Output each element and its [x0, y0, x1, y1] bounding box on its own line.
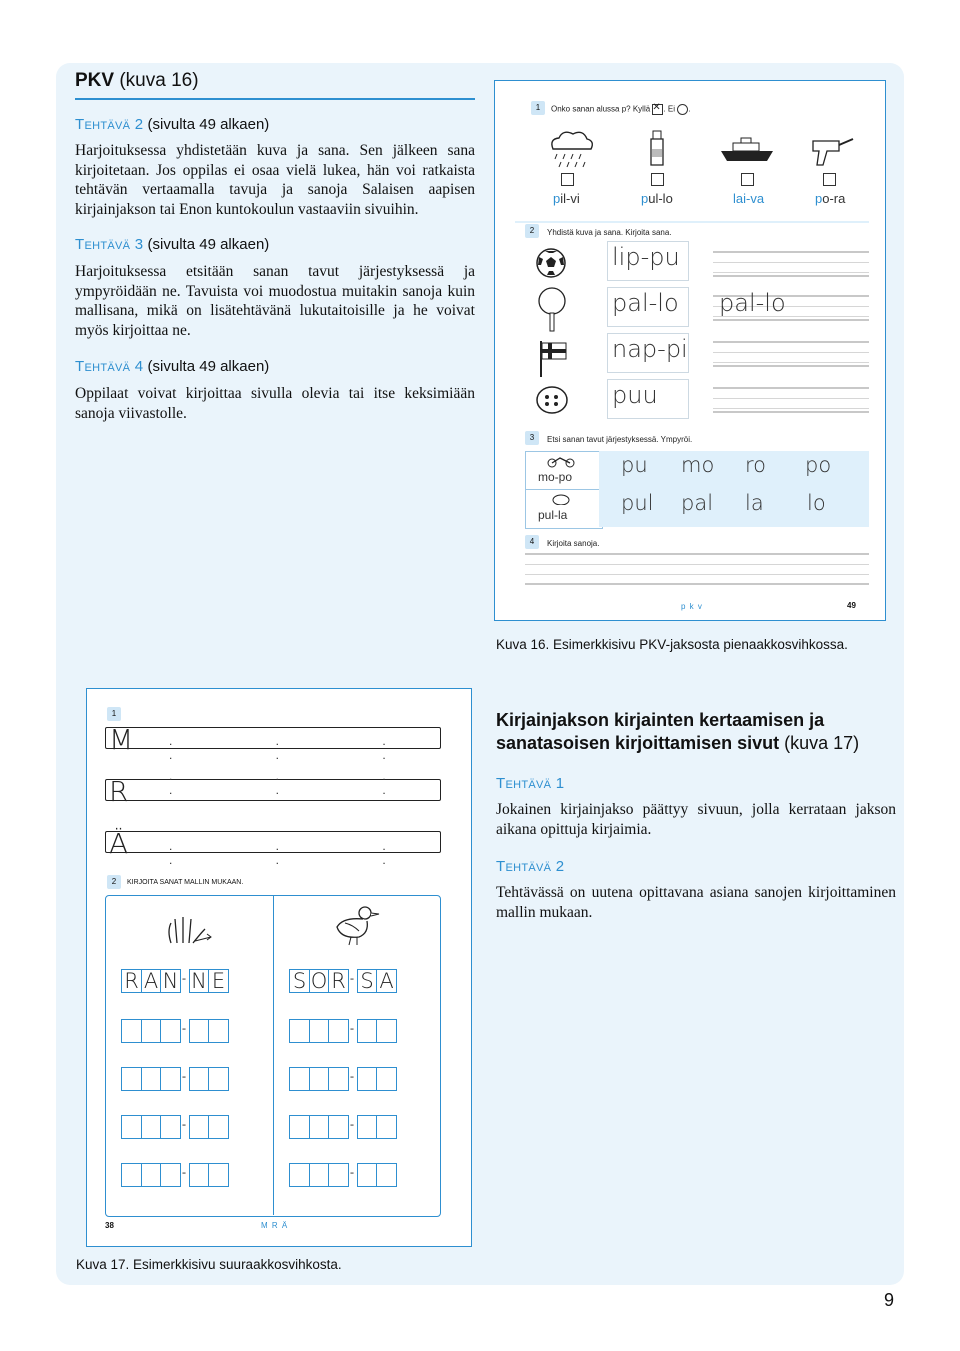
empty-letter-cell[interactable] [121, 1067, 142, 1091]
syllable-dash: - [350, 971, 354, 985]
syllable-dash: - [182, 971, 186, 985]
task4-heading: Tehtävä 4 (sivulta 49 alkaen) [75, 358, 270, 375]
writing-lines[interactable] [525, 553, 869, 585]
letter-cell: R [328, 969, 349, 993]
task4-body: Oppilaat voivat kirjoittaa sivulla olevia tai itse keksimiään sanoja viivastolle. [75, 385, 475, 422]
writing-lines[interactable] [713, 387, 869, 413]
letter-cell: A [376, 969, 397, 993]
empty-letter-cell[interactable] [208, 1067, 229, 1091]
empty-letter-cell[interactable] [309, 1163, 330, 1187]
empty-letter-cell[interactable] [328, 1067, 349, 1091]
empty-letter-cell[interactable] [328, 1163, 349, 1187]
empty-word-grid[interactable] [121, 1163, 228, 1187]
syllable-option[interactable]: pu [621, 453, 648, 477]
empty-letter-cell[interactable] [289, 1115, 310, 1139]
empty-letter-cell[interactable] [141, 1019, 162, 1043]
empty-letter-cell[interactable] [160, 1067, 181, 1091]
empty-word-grid[interactable] [289, 1067, 396, 1091]
tree-icon [537, 285, 567, 333]
syllable-dash: - [350, 1021, 354, 1035]
empty-letter-cell[interactable] [328, 1115, 349, 1139]
empty-letter-cell[interactable] [208, 1019, 229, 1043]
handwritten-answer: pal-lo [719, 289, 786, 317]
dot-guides: . . . . . . [169, 769, 436, 797]
empty-letter-cell[interactable] [357, 1067, 378, 1091]
task1-heading: Tehtävä 1 [496, 775, 565, 792]
drill-icon [809, 133, 855, 169]
exercise-2-instruction: KIRJOITA SANAT MALLIN MUKAAN. [127, 879, 244, 886]
syllable-option[interactable]: pul [621, 491, 654, 515]
syllable-option[interactable]: la [745, 491, 764, 515]
area-divider [273, 895, 274, 1215]
footer-page-number: 49 [847, 601, 856, 610]
empty-letter-cell[interactable] [376, 1163, 397, 1187]
empty-letter-cell[interactable] [141, 1163, 162, 1187]
empty-letter-cell[interactable] [121, 1115, 142, 1139]
page-number: 9 [884, 1290, 895, 1310]
exercise-number-4: 4 [525, 535, 539, 549]
empty-letter-cell[interactable] [189, 1019, 210, 1043]
empty-letter-cell[interactable] [121, 1163, 142, 1187]
section-heading: Kirjainjakson kirjainten kertaamisen ja sanatasoisen kirjoittamisen sivut (kuva 17) [496, 710, 860, 753]
empty-letter-cell[interactable] [376, 1115, 397, 1139]
exercise-1-instruction: Onko sanan alussa p? Kyllä ✕ . Ei . [551, 102, 691, 114]
flag-icon [537, 339, 569, 379]
yes-checkbox-icon: ✕ [652, 104, 663, 115]
exercise-number-1: 1 [531, 101, 545, 115]
exercise-number-2: 2 [107, 875, 121, 889]
checkbox[interactable] [823, 173, 836, 186]
syllable-dash: - [182, 1069, 186, 1083]
syllable-word: lai-va [733, 191, 765, 206]
letter-cell: E [208, 969, 229, 993]
task3-body: Harjoituksessa etsitään sanan tavut järjestyksessä ja ympyröidään ne. Tavuista voi muodostua muitakin sanoja kuin mallisana, mikä on lisätehtävänä lukutaitoisille ja he voivat myös kirjoittaa ne. [75, 263, 475, 339]
syllable-option[interactable]: pal [681, 491, 714, 515]
empty-letter-cell[interactable] [328, 1019, 349, 1043]
empty-word-grid[interactable] [289, 1115, 396, 1139]
button-icon [535, 385, 569, 415]
caption-figure-16: Kuva 16. Esimerkkisivu PKV-jaksosta pienaakkosvihkossa. [496, 637, 848, 652]
word-card-pulla: pul-la [525, 489, 603, 529]
syllable-dash: - [182, 1165, 186, 1179]
section-title: PKV (kuva 16) [75, 70, 199, 91]
empty-letter-cell[interactable] [141, 1115, 162, 1139]
dot-guides: . . . . . . [169, 734, 436, 762]
handwritten-word: nap-pi [612, 335, 688, 363]
exercise-4-instruction: Kirjoita sanoja. [547, 539, 600, 548]
letter-cell: A [141, 969, 162, 993]
empty-letter-cell[interactable] [189, 1067, 210, 1091]
worksheet-pkv-page [494, 80, 886, 621]
empty-letter-cell[interactable] [309, 1067, 330, 1091]
task1-body: Jokainen kirjainjakso päättyy sivuun, jolla kerrataan jakson aikana opittuja kirjaimia. [496, 801, 896, 838]
empty-letter-cell[interactable] [160, 1019, 181, 1043]
handwritten-word: lip-pu [612, 243, 680, 271]
empty-letter-cell[interactable] [289, 1163, 310, 1187]
empty-letter-cell[interactable] [189, 1115, 210, 1139]
task2-heading: Tehtävä 2 (sivulta 49 alkaen) [75, 116, 270, 133]
empty-word-grid[interactable] [121, 1019, 228, 1043]
letter-cell: N [160, 969, 181, 993]
empty-letter-cell[interactable] [208, 1115, 229, 1139]
empty-letter-cell[interactable] [357, 1115, 378, 1139]
exercise-number-3: 3 [525, 431, 539, 445]
letter-cell: N [189, 969, 210, 993]
writing-lines[interactable] [713, 251, 869, 277]
syllable-dash: - [350, 1165, 354, 1179]
letter-cell: R [121, 969, 142, 993]
syllable-option[interactable]: lo [807, 491, 826, 515]
caption-figure-17: Kuva 17. Esimerkkisivu suuraakkosvihkosta. [76, 1257, 342, 1272]
syllable-word: pul-lo [641, 191, 673, 206]
task3-heading: Tehtävä 3 (sivulta 49 alkaen) [75, 236, 270, 253]
word-grid-sorsa [289, 969, 396, 993]
task2-heading-right: Tehtävä 2 [496, 858, 565, 875]
empty-letter-cell[interactable] [376, 1019, 397, 1043]
checkbox[interactable] [561, 173, 574, 186]
letter-cell: O [309, 969, 330, 993]
empty-letter-cell[interactable] [309, 1115, 330, 1139]
motorbike-icon [546, 454, 576, 468]
dot-guides: . . . . . . [169, 839, 436, 867]
handwritten-word: puu [612, 381, 658, 409]
empty-letter-cell[interactable] [357, 1163, 378, 1187]
syllable-dash: - [182, 1021, 186, 1035]
model-letter: Ä [109, 827, 129, 860]
footer-code: p k v [681, 602, 703, 611]
model-letter: M [109, 723, 134, 756]
syllable-word: po-ra [815, 191, 846, 206]
syllable-dash: - [350, 1117, 354, 1131]
empty-letter-cell[interactable] [160, 1163, 181, 1187]
task2-body-right: Tehtävässä on uutena opittavana asiana sanojen kirjoittaminen mallin mukaan. [496, 884, 896, 921]
empty-letter-cell[interactable] [189, 1163, 210, 1187]
empty-letter-cell[interactable] [289, 1019, 310, 1043]
syllable-dash: - [182, 1117, 186, 1131]
exercise-3-instruction: Etsi sanan tavut järjestyksessä. Ympyröi. [547, 435, 693, 444]
writing-lines[interactable] [713, 341, 869, 367]
empty-word-grid[interactable] [121, 1067, 228, 1091]
footer-code: M R Ä [261, 1221, 289, 1230]
syllable-dash: - [350, 1069, 354, 1083]
title-rule [75, 98, 475, 100]
syllable-word: pil-vi [553, 191, 580, 206]
handwritten-word: pal-lo [612, 289, 679, 317]
bun-icon [552, 493, 570, 505]
exercise-number-1: 1 [107, 707, 121, 721]
ball-icon [535, 247, 567, 279]
model-letter: R [109, 775, 129, 808]
empty-letter-cell[interactable] [141, 1067, 162, 1091]
empty-letter-cell[interactable] [160, 1115, 181, 1139]
checkbox[interactable] [651, 173, 664, 186]
task2-body: Harjoituksessa yhdistetään kuva ja sana. Sen jälkeen sana kirjoitetaan. Jos oppilas ei osaa vielä lukea, hän voi ratkaista tehtävän vertaamalla tavuja ja sanoja Salaisen aapisen kirjainjakson tai Enon kuntokoulun vastaaviin sivuihin. [75, 142, 475, 218]
letter-cell: S [357, 969, 378, 993]
bottle-icon [645, 129, 669, 169]
rain-cloud-icon [545, 129, 597, 171]
ship-icon [719, 137, 775, 163]
empty-letter-cell[interactable] [121, 1019, 142, 1043]
syllable-option[interactable]: mo [681, 453, 715, 477]
word-card-mopo: mo-po [525, 451, 603, 491]
empty-letter-cell[interactable] [208, 1163, 229, 1187]
hand-icon [165, 913, 213, 949]
empty-word-grid[interactable] [289, 1019, 396, 1043]
empty-letter-cell[interactable] [357, 1019, 378, 1043]
checkbox[interactable] [741, 173, 754, 186]
empty-word-grid[interactable] [289, 1163, 396, 1187]
exercise-2-instruction: Yhdistä kuva ja sana. Kirjoita sana. [547, 228, 672, 237]
empty-letter-cell[interactable] [376, 1067, 397, 1091]
worksheet-capitals-page [86, 688, 472, 1247]
empty-letter-cell[interactable] [309, 1019, 330, 1043]
word-grid-ranne [121, 969, 228, 993]
empty-letter-cell[interactable] [289, 1067, 310, 1091]
syllable-option[interactable]: ro [745, 453, 767, 477]
exercise-number-2: 2 [525, 224, 539, 238]
no-circle-icon [677, 104, 688, 115]
footer-page-number: 38 [105, 1221, 114, 1230]
syllable-option[interactable]: po [805, 453, 832, 477]
letter-cell: S [289, 969, 310, 993]
empty-word-grid[interactable] [121, 1115, 228, 1139]
duck-icon [333, 903, 381, 947]
